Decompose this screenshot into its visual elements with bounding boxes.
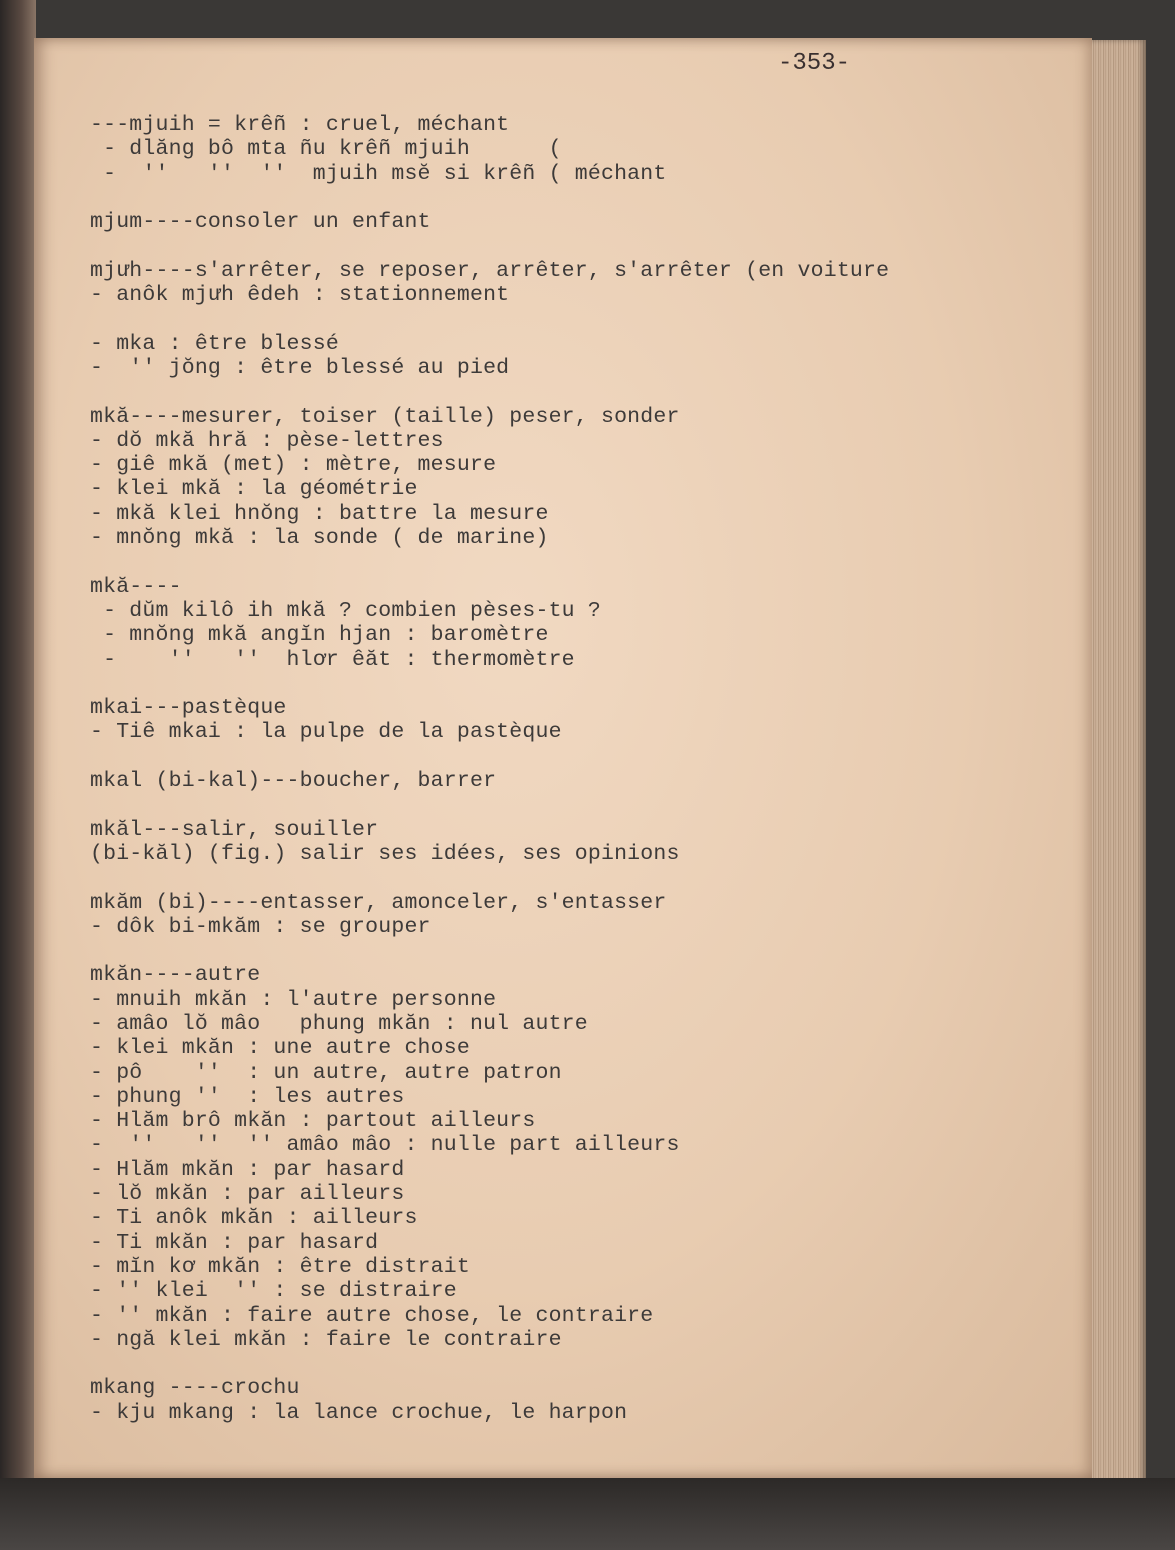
text-line: mkă----mesurer, toiser (taille) peser, sonder [90,404,680,429]
blank-line [90,550,970,574]
text-line: - phung '' : les autres [90,1084,405,1109]
text-line: - Hlăm brô mkăn : partout ailleurs [90,1109,536,1134]
text-line: - Ti mkăn : par hasard [90,1230,379,1255]
text-line: - kju mkang : la lance crochue, le harpon [90,1400,628,1425]
text-line: mjưh----s'arrêter, se reposer, arrêter, s'arrêter (en voiture [90,258,890,283]
blank-line [90,745,970,769]
text-line: - lŏ mkăn : par ailleurs [90,1182,405,1207]
text-line: - '' '' hlơr êăt : thermomètre [90,647,575,672]
text-line: mkai---pastèque [90,696,287,721]
text-line: - dŏ mkă hră : pèse-lettres [90,428,444,453]
text-line: - dôk bi-mkăm : se grouper [90,914,431,939]
text-line: - Hlăm mkăn : par hasard [90,1157,405,1182]
text-line: mkăn----autre [90,963,261,988]
text-line: - ngă klei mkăn : faire le contraire [90,1327,562,1352]
page-number: -353- [778,50,851,77]
text-line: - klei mkăn : une autre chose [90,1036,470,1061]
blank-line [90,793,970,817]
text-line: - '' klei '' : se distraire [90,1279,457,1304]
text-line: - mka : être blessé [90,331,339,356]
text-line: mkal (bi-kal)---boucher, barrer [90,769,497,794]
text-line: mkă---- [90,574,182,599]
blank-line [90,307,970,331]
text-line: - Tiê mkai : la pulpe de la pastèque [90,720,562,745]
text-line: mkăl---salir, souiller [90,817,379,842]
text-line: - mkă klei hnŏng : battre la mesure [90,501,549,526]
page-stack-edge [1084,40,1146,1485]
text-line: - Ti anôk mkăn : ailleurs [90,1206,418,1231]
text-line: - giê mkă (met) : mètre, mesure [90,453,497,478]
text-line: - anôk mjưh êdeh : stationnement [90,283,510,308]
blank-line [90,672,970,696]
blank-line [90,234,970,258]
text-line: - '' jŏng : être blessé au pied [90,355,510,380]
text-line: - klei mkă : la géométrie [90,477,418,502]
text-line: - amâo lŏ mâo phung mkăn : nul autre [90,1011,588,1036]
text-line: mkăm (bi)----entasser, amonceler, s'entasser [90,890,667,915]
dictionary-entries [90,113,970,1425]
text-line: - dŭm kilô ih mkă ? combien pèses-tu ? [90,598,601,623]
book-binding-edge [0,0,36,1550]
text-line: - dlăng bô mta ñu krêñ mjuih ( [90,137,562,162]
text-line: - mnŏng mkă angĭn hjan : baromètre [90,623,549,648]
text-line: (bi-kăl) (fig.) salir ses idées, ses opinions [90,841,680,866]
text-line: - pô '' : un autre, autre patron [90,1060,562,1085]
text-line: ---mjuih = krêñ : cruel, méchant [90,113,510,137]
text-line: - mĭn kơ mkăn : être distrait [90,1254,470,1279]
blank-line [90,186,970,210]
text-line: mkang ----crochu [90,1376,300,1401]
text-line: - mnuih mkăn : l'autre personne [90,987,497,1012]
text-line: - '' mkăn : faire autre chose, le contraire [90,1303,654,1328]
blank-line [90,866,970,890]
text-line: - '' '' '' amâo mâo : nulle part ailleurs [90,1133,680,1158]
text-line: - '' '' '' mjuih msĕ si krêñ ( méchant [90,161,667,186]
text-line: - mnŏng mkă : la sonde ( de marine) [90,526,549,551]
blank-line [90,380,970,404]
blank-line [90,1352,970,1376]
text-line: mjum----consoler un enfant [90,210,431,235]
bottom-background [0,1478,1175,1550]
blank-line [90,939,970,963]
